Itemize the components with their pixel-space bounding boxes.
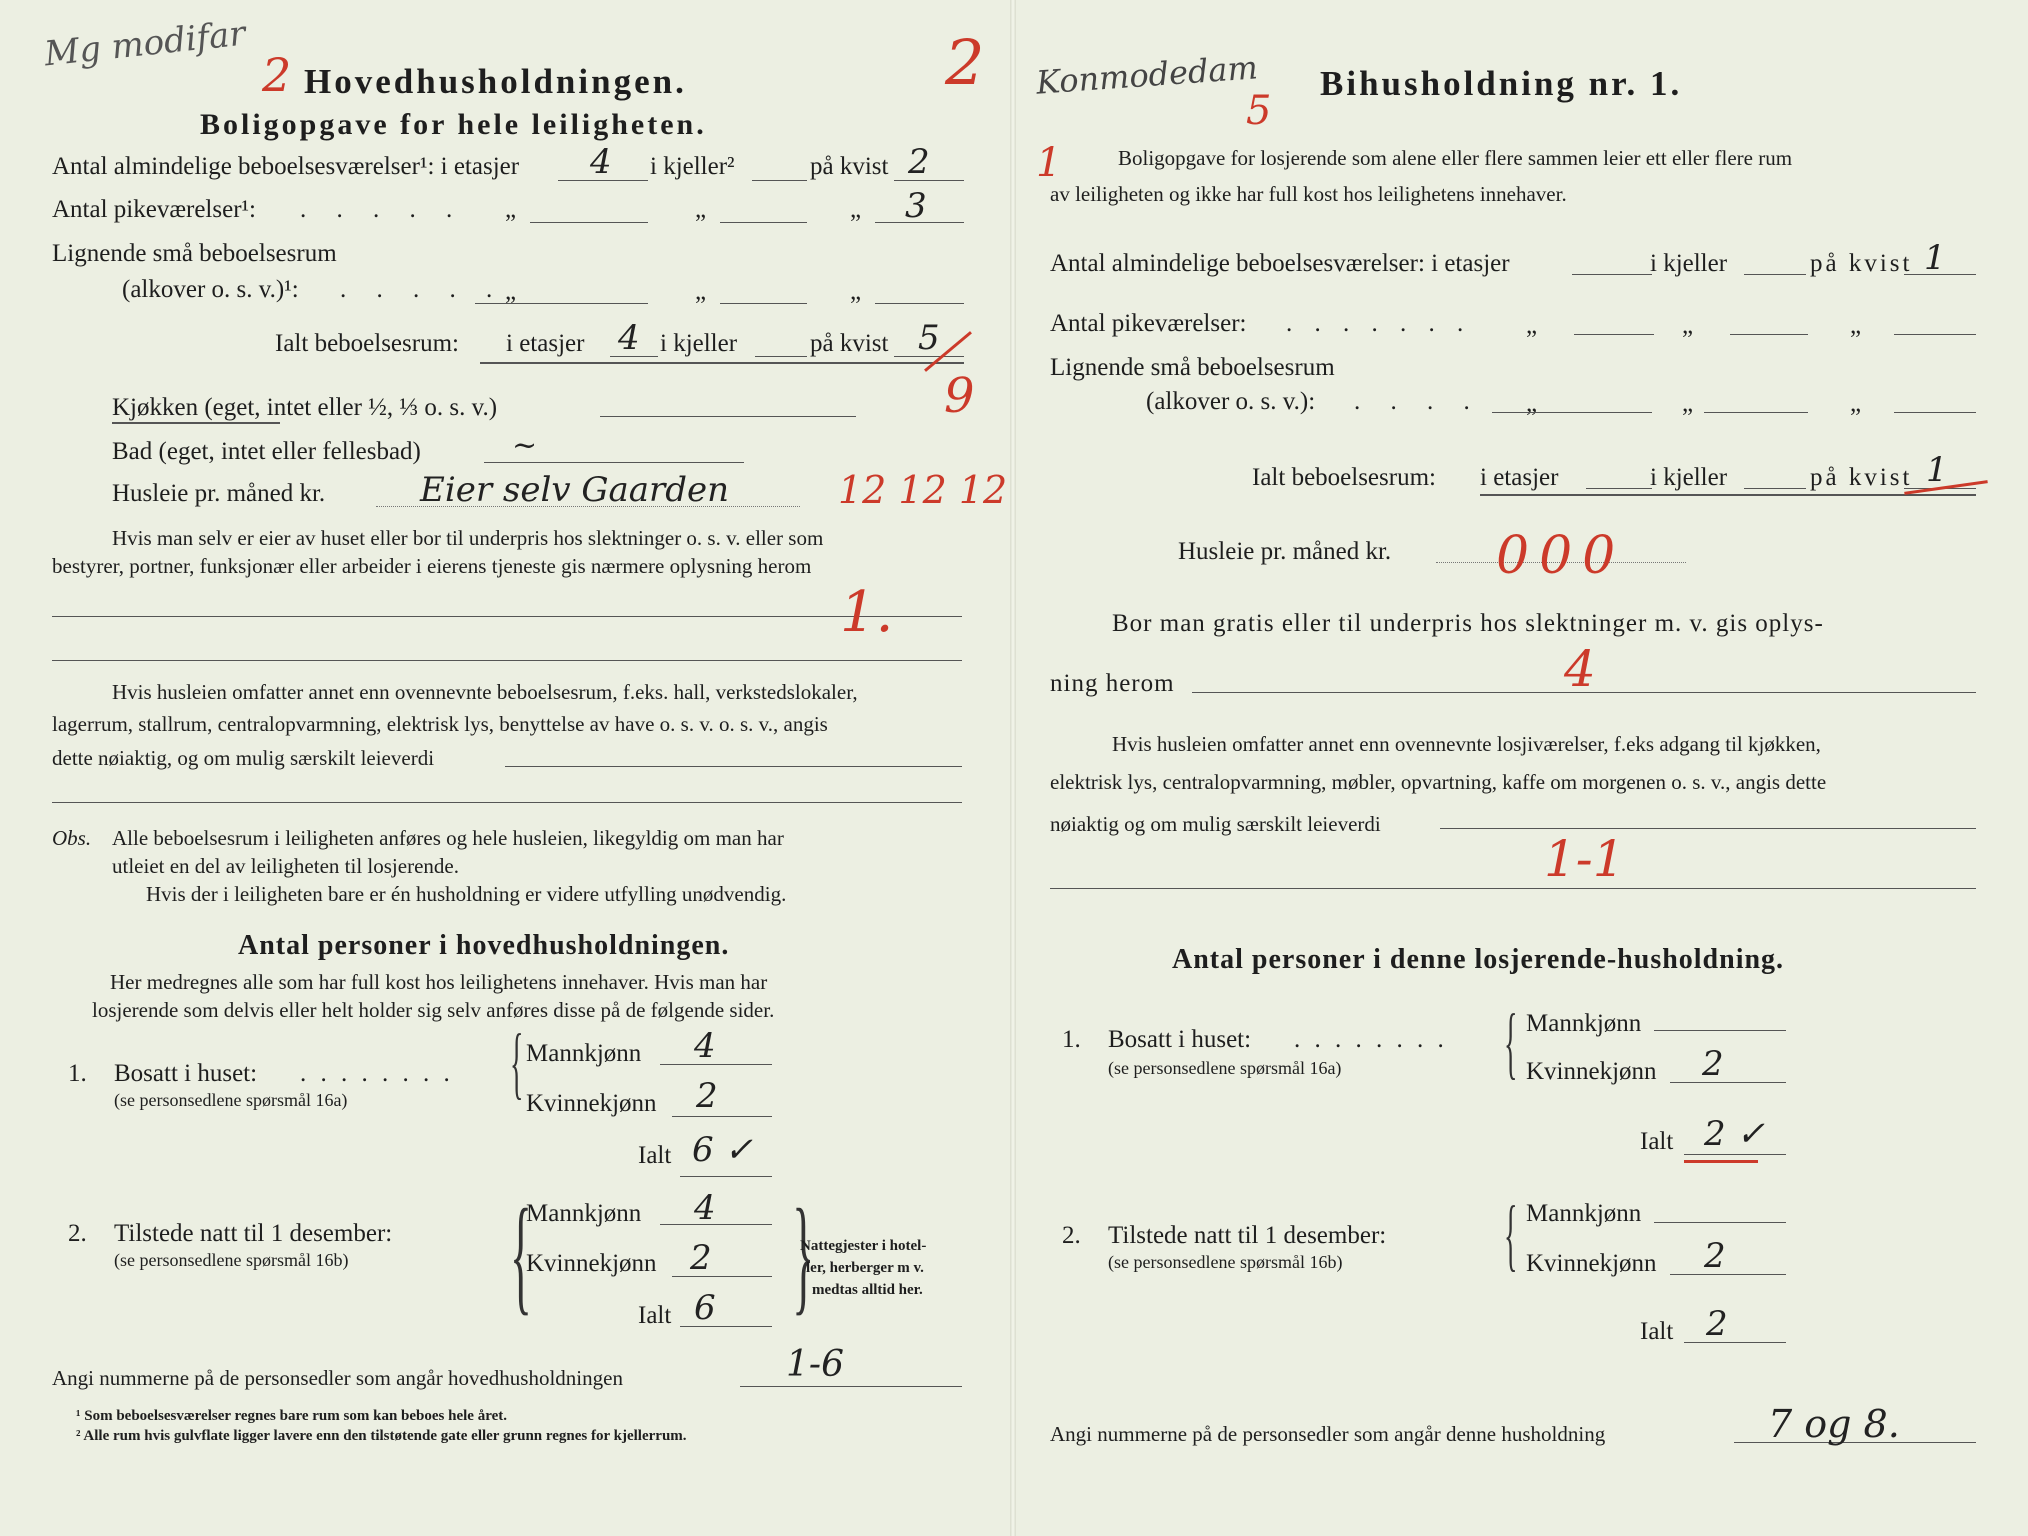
q1-ialt-red-underline	[1684, 1160, 1758, 1163]
q2-mann-line-right	[1654, 1222, 1786, 1223]
rooms-kvist-label: på kvist	[810, 153, 889, 180]
ialt-etasjer-line-right	[1586, 488, 1652, 489]
alkover-dots-right: . . . .	[1354, 388, 1482, 415]
ialt-etasjer-right: i etasjer	[1480, 464, 1559, 491]
q1-kvinne-line-right	[1670, 1082, 1786, 1083]
intro-1: Boligopgave for losjerende som alene eller flere sammen leier ett eller flere rum	[1118, 146, 1793, 170]
obs-1: Alle beboelsesrum i leiligheten anføres og hele husleien, likegyldig om man har	[112, 826, 784, 850]
omfatter-line-2	[52, 802, 962, 803]
rooms-kvist-right: på kvist	[1810, 250, 1913, 277]
page-number-red: 2	[262, 48, 292, 102]
q2-number: 2.	[68, 1220, 87, 1247]
footnote-2: ² Alle rum hvis gulvflate ligger lavere enn den tilstøtende gate eller grunn regnes for kjellerrum.	[76, 1428, 687, 1444]
alkover-line-r1	[1492, 412, 1652, 413]
pike-quote-r2: „	[1682, 312, 1694, 339]
q2-kvinne-value-right: 2	[1704, 1236, 1726, 1276]
gratis-1: Bor man gratis eller til underpris hos slektninger m. v. gis oplys-	[1112, 610, 1824, 637]
kjokken-label: Kjøkken (eget, intet eller ½, ⅓ o. s. v.)	[112, 394, 498, 421]
q1-mann-line-right	[1654, 1030, 1786, 1031]
footnote-1: ¹ Som beboelsesværelser regnes bare rum som kan beboes hele året.	[76, 1408, 507, 1424]
page-number-large-red: 2	[945, 26, 985, 99]
bad-value: ~	[512, 428, 538, 463]
q2-ialt-label: Ialt	[638, 1302, 672, 1329]
ialt-label-right: Ialt beboelsesrum:	[1252, 464, 1436, 491]
red-number: 5	[1246, 88, 1272, 134]
q2-brace-left: {	[510, 1183, 532, 1327]
omfatter-line-1-right	[1440, 828, 1976, 829]
alkover-label-right: (alkover o. s. v.):	[1146, 388, 1316, 415]
ialt-underline-right	[1480, 494, 1976, 496]
rooms-kvist-value: 2	[908, 142, 930, 182]
obs-3: Hvis der i leiligheten bare er én husholdning er videre utfylling unødvendig.	[146, 882, 787, 906]
rooms-kjeller-label: i kjeller²	[650, 153, 735, 180]
rooms-kjeller-line-right	[1744, 274, 1806, 275]
page-title: Hovedhusholdningen.	[304, 62, 687, 101]
q2-label-right: Tilstede natt til 1 desember:	[1108, 1222, 1387, 1249]
q1-mann-label: Mannkjønn	[526, 1040, 642, 1067]
kjokken-line	[600, 416, 856, 417]
q1-label-right: Bosatt i huset:	[1108, 1026, 1252, 1053]
q1-kvinne-line	[672, 1116, 772, 1117]
q1-dots: . . . . . . . .	[300, 1060, 454, 1087]
rooms-kjeller-right: i kjeller	[1650, 250, 1728, 277]
alkover-quote-3: „	[850, 278, 862, 305]
husleie-label: Husleie pr. måned kr.	[112, 480, 326, 507]
q1-number: 1.	[68, 1060, 87, 1087]
alkover-kvist-line	[875, 303, 964, 304]
angi-line	[740, 1386, 962, 1387]
eier-red: 1.	[840, 580, 894, 645]
alkover-dots: . . . . .	[340, 276, 505, 303]
husleie-value: Eier selv Gaarden	[420, 470, 730, 510]
alkover-kjeller-line	[720, 303, 807, 304]
bad-label: Bad (eget, intet eller fellesbad)	[112, 438, 421, 465]
q1-sub: (se personsedlene spørsmål 16a)	[114, 1090, 348, 1110]
rooms-label-right: Antal almindelige beboelsesværelser: i etasjer	[1050, 250, 1510, 277]
alkover-etasjer-line	[475, 303, 648, 304]
q2-kvinne-value: 2	[690, 1238, 712, 1278]
q1-kvinne-label-right: Kvinnekjønn	[1526, 1058, 1657, 1085]
q2-kvinne-line	[672, 1276, 772, 1277]
ialt-kjeller-right: i kjeller	[1650, 464, 1728, 491]
alkover-quote-r1: „	[1526, 390, 1538, 417]
alkover-label: (alkover o. s. v.)¹:	[122, 276, 299, 303]
omfatter-1: Hvis husleien omfatter annet enn ovennevnte beboelsesrum, f.eks. hall, verkstedslokaler,	[112, 680, 858, 704]
nattegjester-2: ler, herberger m v.	[806, 1260, 924, 1276]
q1-label: Bosatt i huset:	[114, 1060, 258, 1087]
intro-2: av leiligheten og ikke har full kost hos leilighetens innehaver.	[1050, 182, 1567, 206]
q1-ialt-line-right	[1684, 1154, 1786, 1155]
q1-kvinne-label: Kvinnekjønn	[526, 1090, 657, 1117]
rooms-etasjer-line-right	[1572, 274, 1652, 275]
ialt-kjeller-label: i kjeller	[660, 330, 738, 357]
pike-dots-right: . . . . . . .	[1286, 310, 1472, 337]
husleie-red-right: 000	[1496, 526, 1626, 586]
q1-dots-right: . . . . . . . .	[1294, 1026, 1448, 1053]
q2-ialt-line-right	[1684, 1342, 1786, 1343]
ialt-total-red: 9	[944, 368, 975, 424]
ialt-kjeller-line-right	[1744, 488, 1806, 489]
q2-sub-right: (se personsedlene spørsmål 16b)	[1108, 1252, 1343, 1272]
nattegjester-3: medtas alltid her.	[812, 1282, 923, 1298]
angi-label-right: Angi nummerne på de personsedler som angår denne husholdning	[1050, 1422, 1606, 1446]
omfatter-line-2-right	[1050, 888, 1976, 889]
q2-kvinne-line-right	[1670, 1274, 1786, 1275]
q1-sub-right: (se personsedlene spørsmål 16a)	[1108, 1058, 1342, 1078]
alkover-line-r3	[1894, 412, 1976, 413]
gratis-2: ning herom	[1050, 670, 1175, 697]
pike-label: Antal pikeværelser¹:	[52, 196, 256, 223]
rooms-kvist-value-right: 1	[1924, 238, 1946, 278]
persons-text-2: losjerende som delvis eller helt holder sig selv anføres disse på de følgende sider.	[92, 998, 775, 1022]
q2-ialt-label-right: Ialt	[1640, 1318, 1674, 1345]
header-annotation: Mg modifar	[42, 13, 248, 75]
husleie-red: 12 12 12	[838, 468, 1008, 512]
ialt-kvist-right: på kvist	[1810, 464, 1913, 491]
lignende-label: Lignende små beboelsesrum	[52, 240, 337, 267]
rooms-etasjer-value: 4	[590, 142, 612, 182]
q2-ialt-value: 6	[694, 1288, 716, 1328]
omfatter-3: dette nøiaktig, og om mulig særskilt leieverdi	[52, 746, 435, 770]
angi-value-right: 7 og 8.	[1768, 1402, 1900, 1446]
q1-mann-value: 4	[694, 1026, 716, 1066]
red-1: 1	[1036, 140, 1062, 186]
pike-quote-r1: „	[1526, 312, 1538, 339]
pike-kjeller-line	[720, 222, 807, 223]
q2-mann-label: Mannkjønn	[526, 1200, 642, 1227]
header-annotation-right: Konmodedam	[1034, 48, 1259, 102]
ialt-kjeller-line	[755, 356, 807, 357]
rooms-label: Antal almindelige beboelsesværelser¹: i etasjer	[52, 153, 520, 180]
ialt-kvist-value-right: 1	[1926, 450, 1948, 490]
alkover-quote-r2: „	[1682, 390, 1694, 417]
q2-mann-value: 4	[694, 1188, 716, 1228]
q2-brace-right: {	[792, 1183, 815, 1327]
alkover-line-r2	[1704, 412, 1808, 413]
eier-line-2	[52, 660, 962, 661]
omfatter-red-right: 1-1	[1544, 830, 1625, 888]
ialt-etasjer-label: i etasjer	[506, 330, 585, 357]
q2-ialt-value-right: 2	[1706, 1304, 1728, 1344]
alkover-quote-r3: „	[1850, 390, 1862, 417]
q2-brace-right: {	[1504, 1191, 1518, 1279]
pike-dots: . . . . .	[300, 196, 465, 223]
q1-mann-label-right: Mannkjønn	[1526, 1010, 1642, 1037]
q2-label: Tilstede natt til 1 desember:	[114, 1220, 393, 1247]
omfatter-3-right: nøiaktig og om mulig særskilt leieverdi	[1050, 812, 1381, 836]
husleie-label-right: Husleie pr. måned kr.	[1178, 538, 1392, 565]
pike-line-r3	[1894, 334, 1976, 335]
q1-mann-line	[660, 1064, 772, 1065]
pike-quote-r3: „	[1850, 312, 1862, 339]
q1-brace-right: {	[1504, 999, 1518, 1087]
alkover-quote-2: „	[695, 278, 707, 305]
ialt-underline	[480, 362, 964, 364]
alkover-quote-1: „	[505, 278, 517, 305]
kjokken-underline	[112, 422, 280, 424]
persons-title: Antal personer i hovedhusholdningen.	[238, 930, 730, 961]
pike-label-right: Antal pikeværelser:	[1050, 310, 1247, 337]
eier-text-2: bestyrer, portner, funksjonær eller arbeider i eierens tjeneste gis nærmere oplysning herom	[52, 554, 812, 578]
q1-ialt-label-right: Ialt	[1640, 1128, 1674, 1155]
eier-line-1	[52, 616, 962, 617]
q1-number-right: 1.	[1062, 1026, 1081, 1053]
q1-ialt-label: Ialt	[638, 1142, 672, 1169]
persons-title-right: Antal personer i denne losjerende-husholdning.	[1172, 944, 1785, 975]
obs-2: utleiet en del av leiligheten til losjerende.	[112, 854, 459, 878]
q1-ialt-line	[680, 1176, 772, 1177]
q2-kvinne-label-right: Kvinnekjønn	[1526, 1250, 1657, 1277]
lignende-label-right: Lignende små beboelsesrum	[1050, 354, 1335, 381]
q1-brace: {	[510, 1019, 524, 1107]
q2-mann-label-right: Mannkjønn	[1526, 1200, 1642, 1227]
right-page-bihusholdning	[1014, 0, 2028, 1536]
eier-text-1: Hvis man selv er eier av huset eller bor til underpris hos slektninger o. s. v. eller som	[112, 526, 824, 550]
q2-number-right: 2.	[1062, 1222, 1081, 1249]
pike-quote-2: „	[695, 196, 707, 223]
q2-sub: (se personsedlene spørsmål 16b)	[114, 1250, 349, 1270]
omfatter-1-right: Hvis husleien omfatter annet enn ovennevnte losjiværelser, f.eks adgang til kjøkken,	[1112, 732, 1821, 756]
pike-quote-1: „	[505, 196, 517, 223]
omfatter-line-1	[505, 766, 962, 767]
pike-kvist-value: 3	[905, 186, 927, 226]
omfatter-2-right: elektrisk lys, centralopvarmning, møbler, opvartning, kaffe om morgenen o. s. v., angis dette	[1050, 770, 1827, 794]
ialt-kvist-label: på kvist	[810, 330, 889, 357]
ialt-kvist-value: 5	[918, 318, 940, 358]
pike-line-r2	[1730, 334, 1808, 335]
ialt-label: Ialt beboelsesrum:	[275, 330, 459, 357]
gratis-red: 4	[1564, 640, 1596, 698]
q1-ialt-value-right: 2 ✓	[1704, 1114, 1765, 1154]
ialt-etasjer-value: 4	[618, 318, 640, 358]
pike-line-r1	[1574, 334, 1654, 335]
rooms-kjeller-line	[752, 180, 807, 181]
persons-text-1: Her medregnes alle som har full kost hos leilighetens innehaver. Hvis man har	[110, 970, 768, 994]
q1-kvinne-value-right: 2	[1702, 1044, 1724, 1084]
omfatter-2: lagerrum, stallrum, centralopvarmning, elektrisk lys, benyttelse av have o. s. v. o. s. v., angis	[52, 712, 828, 736]
pike-quote-3: „	[850, 196, 862, 223]
q1-kvinne-value: 2	[696, 1076, 718, 1116]
angi-label: Angi nummerne på de personsedler som angår hovedhusholdningen	[52, 1366, 623, 1390]
angi-value: 1-6	[786, 1344, 844, 1385]
pike-etasjer-line	[530, 222, 648, 223]
nattegjester-1: Nattegjester i hotel-	[800, 1238, 927, 1254]
q1-ialt-value: 6 ✓	[692, 1130, 753, 1170]
q2-mann-line	[660, 1224, 772, 1225]
obs-label: Obs.	[52, 826, 92, 850]
q2-kvinne-label: Kvinnekjønn	[526, 1250, 657, 1277]
page-subtitle: Boligopgave for hele leiligheten.	[200, 108, 707, 141]
bihus-title: Bihusholdning nr. 1.	[1320, 64, 1683, 103]
